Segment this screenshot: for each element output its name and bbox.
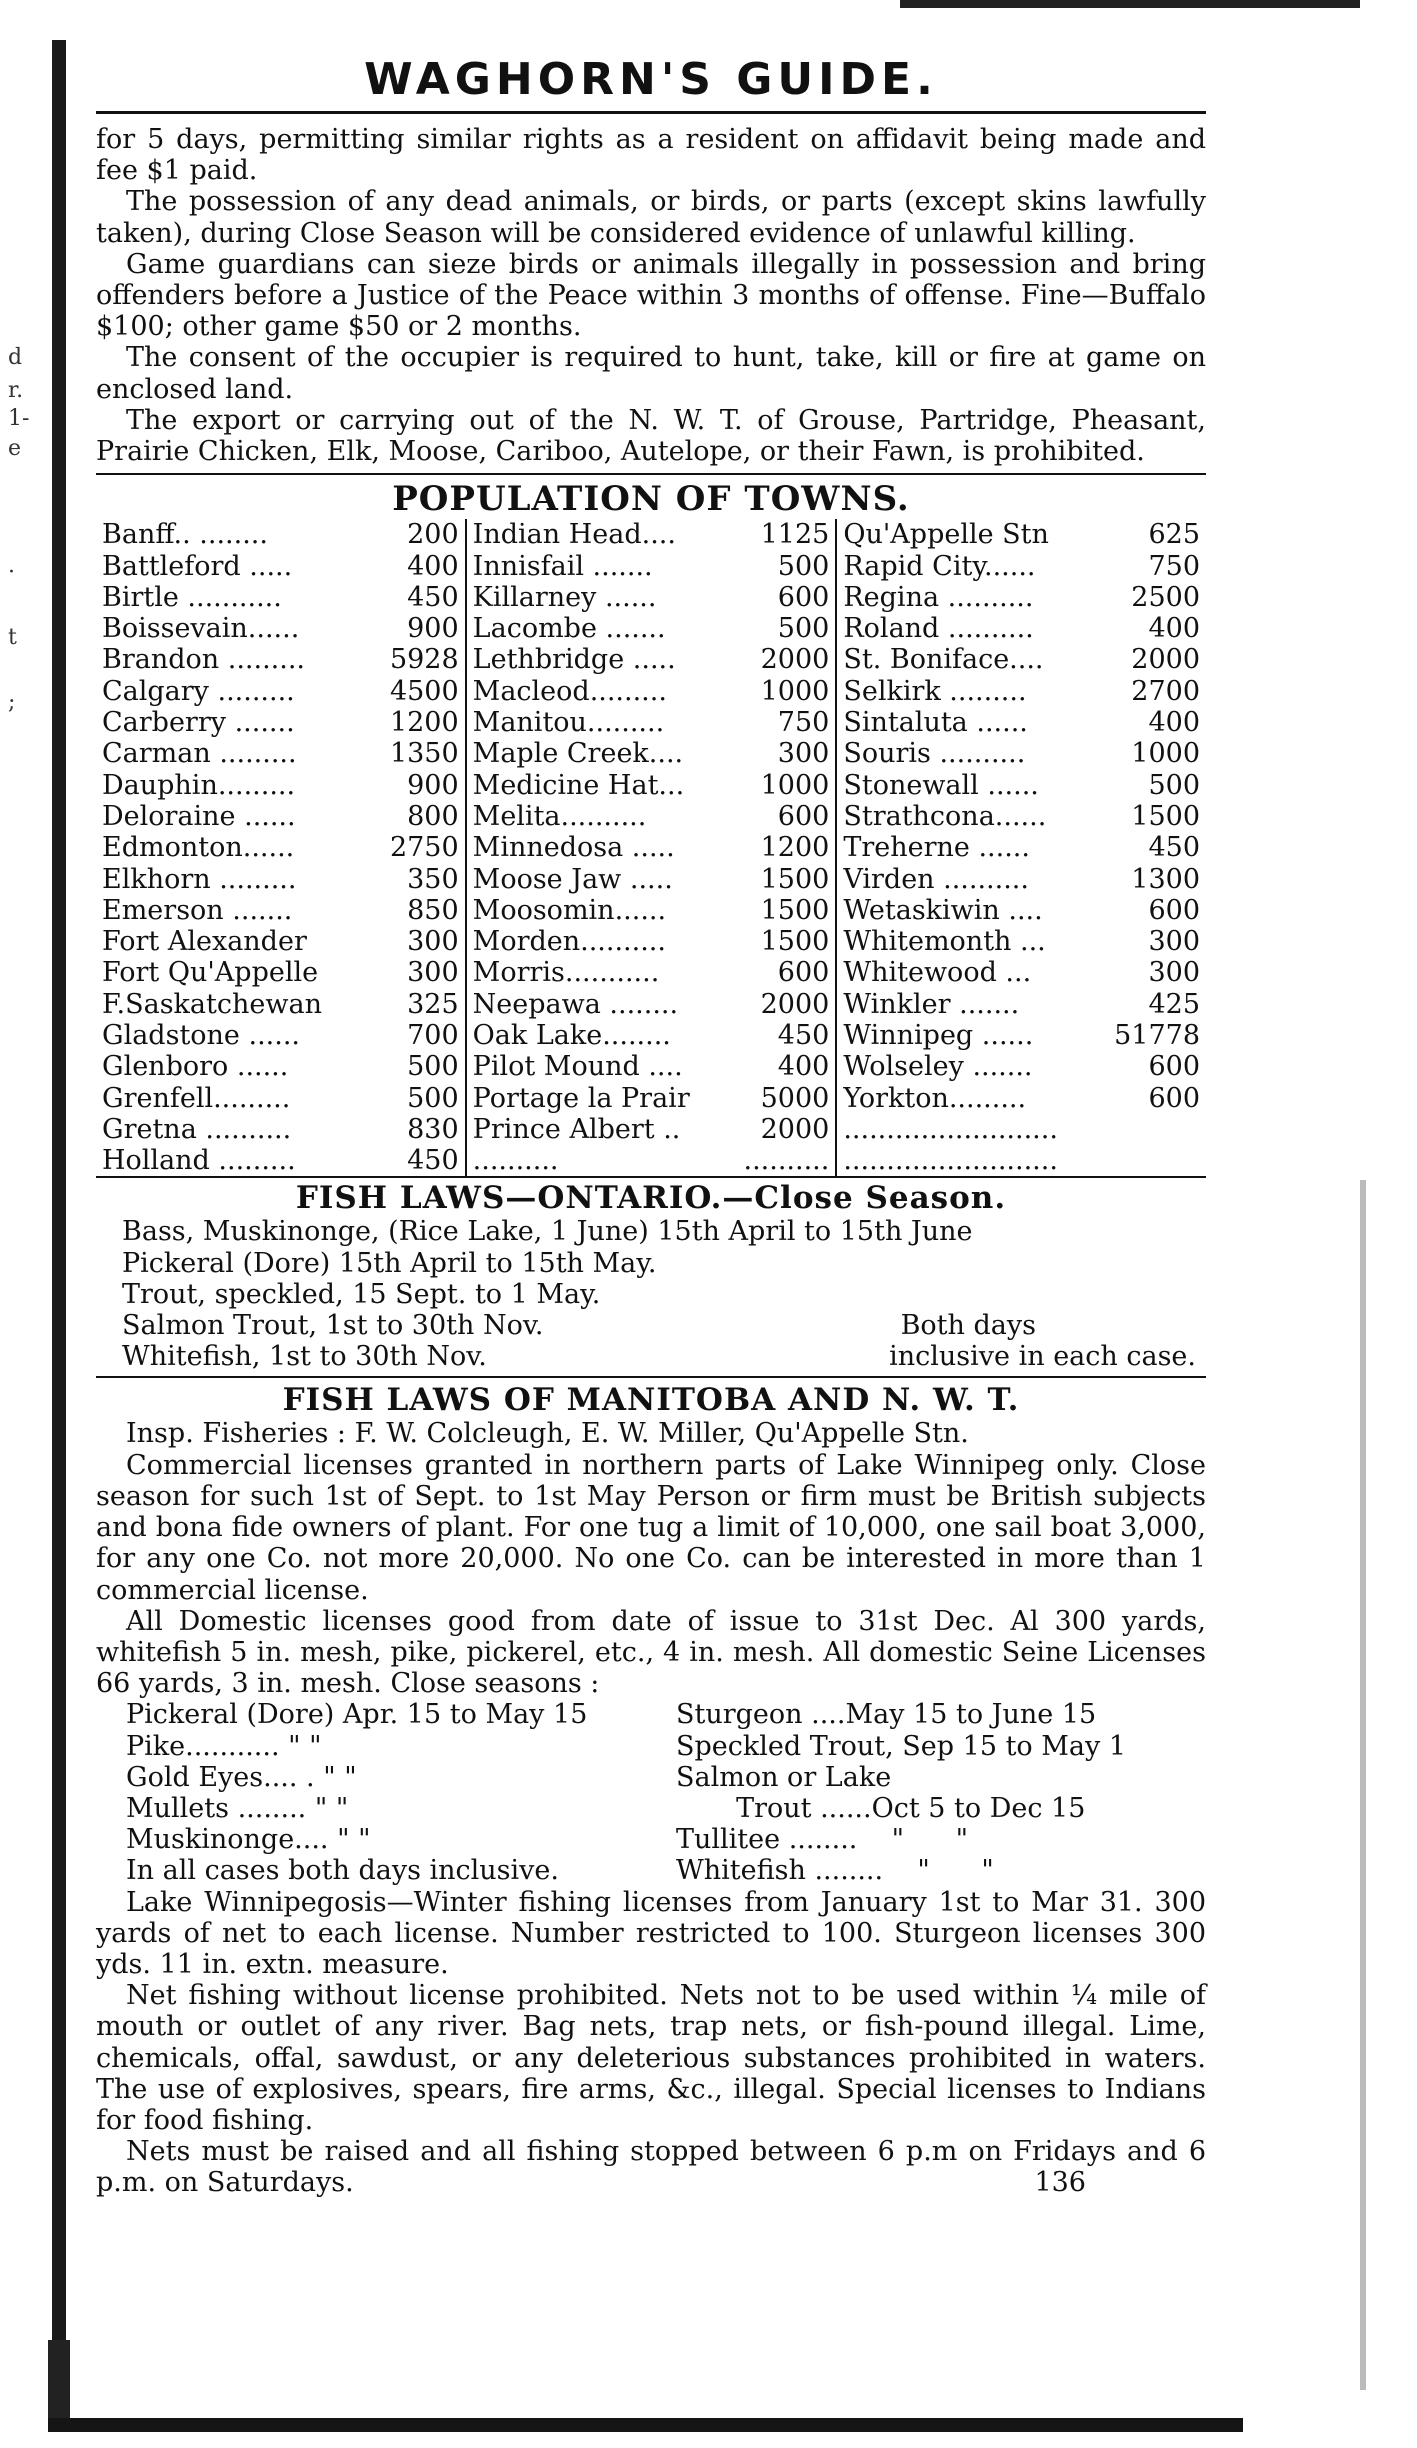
season-left: Muskinonge.... " ": [126, 1824, 371, 1856]
town-population: 2000: [760, 1113, 830, 1145]
town-name: F.Saskatchewan: [102, 988, 322, 1020]
town-row: [102, 770, 459, 801]
town-row: [843, 832, 1200, 863]
town-row: [843, 582, 1200, 613]
town-population: 900: [407, 613, 459, 645]
season-right: Speckled Trout, Sep 15 to May 1: [676, 1730, 1127, 1762]
whitefish-season: Whitefish, 1st to 30th Nov.: [122, 1341, 487, 1373]
town-name: Roland ..........: [843, 613, 1034, 645]
town-row: [102, 551, 459, 582]
town-row: [102, 1051, 459, 1082]
town-name: Innisfail .......: [472, 550, 653, 582]
season-right: Salmon or Lake: [676, 1761, 892, 1793]
intro-paragraph: for 5 days, permitting similar rights as a resident on affidavit being made and fee $1 paid.: [96, 124, 1206, 187]
town-row: [102, 864, 459, 895]
town-row: [843, 676, 1200, 707]
town-name: Dauphin.........: [102, 769, 296, 801]
town-population: 300: [1148, 926, 1201, 958]
right-edge-shadow: [1360, 1180, 1366, 2390]
town-row: [473, 1145, 830, 1176]
town-name: Yorkton.........: [843, 1082, 1027, 1114]
town-population: 600: [1148, 1051, 1201, 1083]
town-name: Holland .........: [102, 1145, 296, 1177]
town-name: Banff.. ........: [102, 519, 268, 551]
town-row: [473, 801, 830, 832]
town-name: Medicine Hat...: [472, 769, 685, 801]
town-row: [473, 613, 830, 644]
town-population: 1300: [1131, 863, 1201, 895]
town-name: Edmonton......: [102, 832, 295, 864]
domestic-licenses-paragraph: All Domestic licenses good from date of issue to 31st Dec. Al 300 yards, whitefish 5 in. mesh, pike, pickerel, etc., 4 in. mesh. All domestic Seine Licenses 66 yards, 3 in. mesh. Close seasons :: [96, 1605, 1206, 1700]
town-row: [102, 895, 459, 926]
commercial-licenses-paragraph: Commercial licenses granted in northern parts of Lake Winnipeg only. Close season for such 1st of Sept. to 1st May Person or firm must be British subjects and bona fide owners of plant. For one tug a limit of 10,000, one sail boat 3,000, for any one Co. not more 20,000. No one Co. can be interested in more than 1 commercial license.: [96, 1449, 1206, 1606]
season-left: In all cases both days inclusive.: [126, 1855, 559, 1887]
town-name: Stonewall ......: [843, 769, 1039, 801]
town-name: Carberry .......: [102, 707, 295, 739]
town-population: 500: [407, 1051, 459, 1083]
town-population: 600: [777, 800, 830, 832]
season-left: Pickeral (Dore) Apr. 15 to May 15: [126, 1699, 588, 1731]
bottom-edge-bar: [48, 2418, 1243, 2432]
town-row: [102, 613, 459, 644]
inclusive-note: inclusive in each case.: [889, 1341, 1196, 1373]
town-name: Morden..........: [472, 926, 666, 958]
fish-ontario-title: FISH LAWS—ONTARIO.—Close Season.: [295, 1180, 1007, 1217]
town-name: Moose Jaw .....: [472, 863, 673, 895]
town-row: [102, 738, 459, 769]
section-rule: [96, 1376, 1206, 1378]
town-row: [102, 676, 459, 707]
town-name: Winnipeg ......: [843, 1019, 1034, 1051]
winnipegosis-paragraph: Lake Winnipegosis—Winter fishing licenses from January 1st to Mar 31. 300 yards of net to each license. Number restricted to 100. Sturgeon licenses 300 yds. 11 in. extn. measure.: [96, 1886, 1206, 1980]
town-population: 5000: [760, 1082, 830, 1114]
town-population: 300: [777, 738, 830, 770]
town-row: [843, 1051, 1200, 1082]
net-fishing-paragraph: Net fishing without license prohibited. Nets not to be used within ¼ mile of mouth or outlet of any river. Bag nets, trap nets, or fish-pound illegal. Lime, chemicals, offal, sawdust, or any deleterious substances prohibited in waters. The use of explosives, spears, fire arms, &c., illegal. Special licenses to Indians for food fishing.: [96, 1980, 1206, 2136]
intro-paragraph: The export or carrying out of the N. W. T. of Grouse, Partridge, Pheasant, Prairie Chicken, Elk, Moose, Cariboo, Autelope, or their Fawn, is prohibited.: [96, 404, 1206, 468]
town-row: [843, 926, 1200, 957]
town-row: [473, 989, 830, 1020]
town-population: 1200: [389, 707, 459, 739]
town-population: 600: [777, 957, 830, 989]
binding-spine-bottom: [48, 2340, 70, 2430]
town-row: [473, 738, 830, 769]
close-seasons-table: [96, 1699, 1206, 1886]
town-name: Winkler .......: [843, 988, 1020, 1020]
town-name: Qu'Appelle Stn: [843, 519, 1049, 551]
town-population: 425: [1148, 988, 1201, 1020]
town-row: [102, 832, 459, 863]
town-name: Elkhorn .........: [102, 863, 297, 895]
town-row: [473, 1051, 830, 1082]
town-name: Prince Albert ..: [472, 1113, 681, 1145]
town-name: Fort Alexander: [102, 926, 307, 958]
town-row: [473, 644, 830, 675]
nets-raised-text: Nets must be raised and all fishing stopped between 6 p.m on Fridays and 6 p.m. on Saturdays.: [96, 2136, 1206, 2199]
header-rule: [96, 111, 1206, 114]
season-row: [96, 1855, 1206, 1886]
town-population: 500: [1148, 769, 1201, 801]
town-population: 2000: [760, 644, 830, 676]
town-population: 1350: [389, 738, 459, 770]
salmon-trout-season: Salmon Trout, 1st to 30th Nov.: [122, 1310, 544, 1342]
town-row: [102, 644, 459, 675]
town-population: 750: [777, 707, 830, 739]
town-population: 600: [1148, 1082, 1201, 1114]
town-population: 1000: [1131, 738, 1201, 770]
margin-mark: e: [8, 436, 22, 461]
town-row: [473, 1020, 830, 1051]
town-row: [102, 957, 459, 988]
town-name: Deloraine ......: [102, 800, 296, 832]
town-name: .........................: [843, 1145, 1058, 1177]
town-row: [473, 582, 830, 613]
population-column: [96, 519, 465, 1176]
inspectors-line: Insp. Fisheries : F. W. Colcleugh, E. W. Miller, Qu'Appelle Stn.: [126, 1418, 969, 1450]
town-name: Sintaluta ......: [843, 707, 1028, 739]
town-row: [843, 770, 1200, 801]
town-population: 1200: [760, 832, 830, 864]
town-row: [843, 895, 1200, 926]
margin-mark: 1-: [8, 406, 30, 431]
town-row: [102, 801, 459, 832]
margin-mark: ;: [8, 690, 16, 715]
season-left: Gold Eyes.... . " ": [126, 1761, 357, 1793]
town-population: 300: [407, 957, 459, 989]
page-header: WAGHORN'S GUIDE.: [364, 54, 938, 105]
town-row: [473, 519, 830, 550]
both-days-note: Both days: [900, 1310, 1036, 1342]
page-content: [96, 55, 1206, 2199]
town-name: Moosomin......: [472, 894, 667, 926]
town-population: 750: [1148, 550, 1201, 582]
town-row: [102, 1114, 459, 1145]
town-population: 850: [407, 894, 459, 926]
town-name: Killarney ......: [472, 581, 657, 613]
town-name: .........................: [843, 1113, 1058, 1145]
town-population: 450: [407, 581, 459, 613]
town-name: Birtle ...........: [102, 581, 282, 613]
margin-mark: ·: [8, 560, 15, 585]
town-row: [843, 957, 1200, 988]
town-name: Souris ..........: [843, 738, 1026, 770]
town-name: Neepawa ........: [472, 988, 679, 1020]
town-population: 1500: [760, 863, 830, 895]
town-population: ..........: [743, 1145, 830, 1177]
town-row: [843, 551, 1200, 582]
population-table: [96, 519, 1206, 1178]
town-row: [473, 707, 830, 738]
town-row: [473, 770, 830, 801]
page-number: 136: [1034, 2167, 1086, 2199]
town-population: 600: [1148, 894, 1201, 926]
town-row: [102, 989, 459, 1020]
town-row: [843, 1083, 1200, 1114]
town-name: Melita..........: [472, 800, 647, 832]
town-row: [473, 832, 830, 863]
town-name: Virden ..........: [843, 863, 1029, 895]
town-row: [843, 989, 1200, 1020]
town-population: 450: [1148, 832, 1201, 864]
town-population: 1000: [760, 769, 830, 801]
town-row: [843, 1020, 1200, 1051]
town-name: Indian Head....: [472, 519, 676, 551]
town-row: [102, 1083, 459, 1114]
town-population: 1500: [1131, 800, 1201, 832]
town-row: [102, 1145, 459, 1176]
town-row: [473, 895, 830, 926]
town-name: Battleford .....: [102, 550, 293, 582]
fish-manitoba-title: FISH LAWS OF MANITOBA AND N. W. T.: [282, 1382, 1020, 1419]
town-row: [102, 1020, 459, 1051]
town-row: [473, 864, 830, 895]
season-left: Mullets ........ " ": [126, 1792, 349, 1824]
town-row: [843, 1145, 1200, 1176]
town-population: 800: [407, 800, 459, 832]
population-column: [835, 519, 1206, 1176]
town-name: Boissevain......: [102, 613, 300, 645]
town-name: Portage la Prair: [472, 1082, 690, 1114]
town-name: Gladstone ......: [102, 1019, 300, 1051]
town-row: [473, 676, 830, 707]
season-row: [96, 1731, 1206, 1762]
margin-mark: t: [8, 625, 17, 650]
town-population: 350: [407, 863, 459, 895]
town-population: 200: [407, 519, 459, 551]
nets-raised-paragraph: [96, 2136, 1206, 2198]
season-right: Tullitee ........ " ": [676, 1824, 969, 1856]
town-population: 2000: [760, 988, 830, 1020]
town-row: [843, 644, 1200, 675]
town-row: [843, 613, 1200, 644]
town-population: 400: [407, 550, 459, 582]
town-population: 51778: [1114, 1019, 1201, 1051]
town-population: 450: [777, 1019, 830, 1051]
town-name: Oak Lake........: [472, 1019, 671, 1051]
town-row: [473, 551, 830, 582]
town-name: Fort Qu'Appelle: [102, 957, 319, 989]
town-population: 900: [407, 769, 459, 801]
town-population: 2000: [1131, 644, 1201, 676]
town-row: [843, 1114, 1200, 1145]
season-right: Whitefish ........ " ": [676, 1855, 994, 1887]
population-column: [465, 519, 836, 1176]
town-population: 2500: [1131, 581, 1201, 613]
town-name: Carman .........: [102, 738, 297, 770]
town-population: 500: [407, 1082, 459, 1114]
fish-ontario-line: Pickeral (Dore) 15th April to 15th May.: [122, 1247, 657, 1279]
town-population: 400: [777, 1051, 830, 1083]
town-population: 1000: [760, 675, 830, 707]
town-population: 300: [1148, 957, 1201, 989]
town-row: [843, 738, 1200, 769]
fish-ontario-line: Bass, Muskinonge, (Rice Lake, 1 June) 15th April to 15th June: [122, 1216, 973, 1248]
town-name: Whitemonth ...: [843, 926, 1046, 958]
season-row: [96, 1824, 1206, 1855]
town-population: 400: [1148, 707, 1201, 739]
town-name: Lacombe .......: [472, 613, 666, 645]
town-population: 2750: [389, 832, 459, 864]
town-population: 1125: [760, 519, 830, 551]
town-name: Maple Creek....: [472, 738, 684, 770]
town-population: 450: [407, 1145, 459, 1177]
town-population: 5928: [389, 644, 459, 676]
town-name: Rapid City......: [843, 550, 1036, 582]
town-population: 400: [1148, 613, 1201, 645]
top-edge-bar: [900, 0, 1360, 8]
town-row: [102, 582, 459, 613]
town-name: Calgary .........: [102, 675, 295, 707]
town-population: 600: [777, 581, 830, 613]
intro-paragraph: The consent of the occupier is required to hunt, take, kill or fire at game on enclosed land.: [96, 342, 1206, 405]
town-row: [843, 707, 1200, 738]
season-row: [96, 1793, 1206, 1824]
town-name: Minnedosa .....: [472, 832, 675, 864]
town-population: 625: [1148, 519, 1201, 551]
town-name: Grenfell.........: [102, 1082, 291, 1114]
margin-mark: d: [8, 345, 23, 370]
town-population: 1500: [760, 894, 830, 926]
town-population: 830: [407, 1113, 459, 1145]
town-row: [473, 1083, 830, 1114]
town-population: 1500: [760, 926, 830, 958]
intro-paragraph: Game guardians can sieze birds or animals illegally in possession and bring offenders before a Justice of the Peace within 3 months of offense. Fine—Buffalo $100; other game $50 or 2 months.: [96, 248, 1206, 343]
town-name: Brandon .........: [102, 644, 305, 676]
town-name: Pilot Mound ....: [472, 1051, 683, 1083]
town-population: 2700: [1131, 675, 1201, 707]
season-left: Pike........... " ": [126, 1730, 322, 1762]
town-row: [473, 957, 830, 988]
town-row: [473, 1114, 830, 1145]
town-name: Regina ..........: [843, 581, 1034, 613]
town-row: [843, 801, 1200, 832]
town-name: Lethbridge .....: [472, 644, 676, 676]
fish-ontario-line: Trout, speckled, 15 Sept. to 1 May.: [122, 1278, 601, 1310]
town-row: [843, 519, 1200, 550]
town-name: Morris...........: [472, 957, 660, 989]
town-name: Treherne ......: [843, 832, 1030, 864]
section-rule: [96, 473, 1206, 475]
town-name: Selkirk .........: [843, 675, 1027, 707]
town-name: Glenboro ......: [102, 1051, 289, 1083]
fish-ontario-line: [122, 1310, 1206, 1341]
population-title: POPULATION OF TOWNS.: [392, 479, 910, 520]
town-name: St. Boniface....: [843, 644, 1044, 676]
season-row: [96, 1762, 1206, 1793]
town-population: 325: [407, 988, 459, 1020]
binding-spine: [52, 40, 66, 2420]
town-row: [102, 519, 459, 550]
town-name: Whitewood ...: [843, 957, 1032, 989]
season-row: [96, 1699, 1206, 1730]
town-name: Emerson .......: [102, 894, 293, 926]
season-right: Trout ......Oct 5 to Dec 15: [676, 1792, 1086, 1824]
town-population: 4500: [389, 675, 459, 707]
town-name: Manitou.........: [472, 707, 665, 739]
town-row: [473, 926, 830, 957]
town-row: [843, 864, 1200, 895]
town-name: Macleod.........: [472, 675, 667, 707]
town-name: Wolseley .......: [843, 1051, 1033, 1083]
town-population: 500: [777, 613, 830, 645]
town-row: [102, 926, 459, 957]
margin-mark: r.: [8, 378, 24, 403]
fish-ontario-body: [96, 1216, 1206, 1372]
fish-ontario-line: [122, 1341, 1206, 1372]
town-name: Gretna ..........: [102, 1113, 292, 1145]
town-row: [102, 707, 459, 738]
town-name: Strathcona......: [843, 800, 1047, 832]
town-population: 500: [777, 550, 830, 582]
intro-paragraph: The possession of any dead animals, or birds, or parts (except skins lawfully taken), during Close Season will be considered evidence of unlawful killing.: [96, 186, 1206, 249]
town-population: 700: [407, 1019, 459, 1051]
season-right: Sturgeon ....May 15 to June 15: [676, 1699, 1097, 1731]
town-name: ..........: [472, 1145, 559, 1177]
town-name: Wetaskiwin ....: [843, 894, 1043, 926]
town-population: 300: [407, 926, 459, 958]
